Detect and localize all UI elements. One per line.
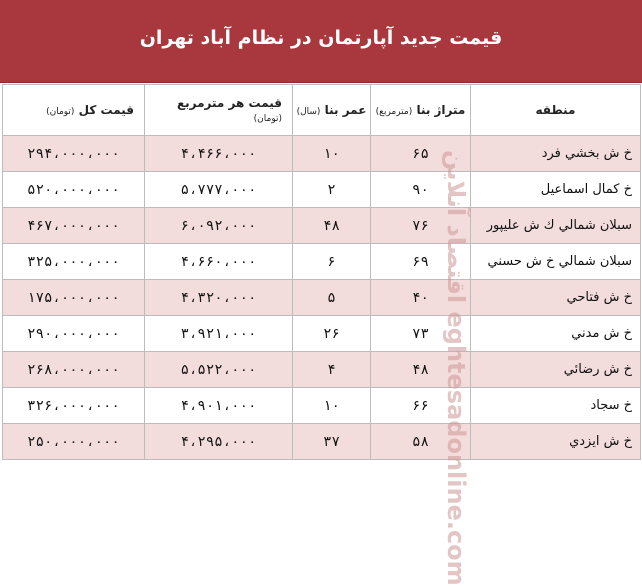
table-row — [3, 172, 641, 208]
cell-age: ۲ — [293, 172, 371, 208]
header-total-price: قیمت کل (تومان) — [3, 85, 145, 136]
cell-total-price: ۳۲۶،۰۰۰،۰۰۰ — [3, 388, 145, 424]
cell-total-price: ۲۵۰،۰۰۰،۰۰۰ — [3, 424, 145, 460]
page-title: قیمت جدید آپارتمان در نظام آباد تهران — [139, 27, 503, 49]
table-row — [3, 136, 641, 172]
cell-total-price: ۴۶۷،۰۰۰،۰۰۰ — [3, 208, 145, 244]
cell-total-price: ۳۲۵،۰۰۰،۰۰۰ — [3, 244, 145, 280]
cell-size: ۵۸ — [371, 424, 471, 460]
cell-price-per-m2: ۴،۹۰۱،۰۰۰ — [145, 388, 293, 424]
cell-age: ۶ — [293, 244, 371, 280]
cell-total-price: ۵۲۰،۰۰۰،۰۰۰ — [3, 172, 145, 208]
cell-area: خ ش مدني — [471, 316, 641, 352]
header-size-unit: (مترمربع) — [375, 107, 413, 117]
cell-age: ۱۰ — [293, 388, 371, 424]
cell-total-price: ۲۶۸،۰۰۰،۰۰۰ — [3, 352, 145, 388]
price-table — [2, 84, 641, 460]
cell-area: خ سجاد — [471, 388, 641, 424]
cell-price-per-m2: ۳،۹۲۱،۰۰۰ — [145, 316, 293, 352]
header-age-unit: (سال) — [296, 107, 321, 117]
cell-area: سبلان شمالي ك ش عليپور — [471, 208, 641, 244]
cell-price-per-m2: ۴،۴۶۶،۰۰۰ — [145, 136, 293, 172]
cell-age: ۵ — [293, 280, 371, 316]
cell-size: ۴۰ — [371, 280, 471, 316]
header-age: عمر بنا (سال) — [293, 85, 371, 136]
cell-price-per-m2: ۴،۶۶۰،۰۰۰ — [145, 244, 293, 280]
watermark-text: اقتصاد آنلاين eghtesadonline.com — [442, 150, 470, 586]
header-size: متراژ بنا (مترمربع) — [371, 85, 471, 136]
cell-size: ۹۰ — [371, 172, 471, 208]
cell-age: ۳۷ — [293, 424, 371, 460]
cell-size: ۴۸ — [371, 352, 471, 388]
cell-age: ۴۸ — [293, 208, 371, 244]
table-row — [3, 316, 641, 352]
table-row — [3, 388, 641, 424]
table-row — [3, 352, 641, 388]
cell-size: ۶۹ — [371, 244, 471, 280]
cell-price-per-m2: ۶،۰۹۲،۰۰۰ — [145, 208, 293, 244]
cell-age: ۱۰ — [293, 136, 371, 172]
cell-area: خ ش رضائي — [471, 352, 641, 388]
title-banner — [0, 0, 642, 83]
table-row — [3, 208, 641, 244]
cell-area: سبلان شمالي خ ش حسني — [471, 244, 641, 280]
header-total-price-unit: (تومان) — [46, 107, 75, 117]
cell-age: ۲۶ — [293, 316, 371, 352]
header-price-per-m2: قیمت هر مترمربع (تومان) — [145, 85, 293, 136]
header-price-per-m2-unit: (تومان) — [253, 114, 282, 124]
cell-age: ۴ — [293, 352, 371, 388]
header-area: منطقه — [471, 85, 641, 136]
cell-area: خ كمال اسماعيل — [471, 172, 641, 208]
cell-price-per-m2: ۵،۵۲۲،۰۰۰ — [145, 352, 293, 388]
table-row — [3, 280, 641, 316]
table-row — [3, 244, 641, 280]
cell-size: ۶۵ — [371, 136, 471, 172]
cell-size: ۷۳ — [371, 316, 471, 352]
cell-area: خ ش بخشي فرد — [471, 136, 641, 172]
cell-price-per-m2: ۴،۲۹۵،۰۰۰ — [145, 424, 293, 460]
cell-size: ۷۶ — [371, 208, 471, 244]
table-header-row — [3, 85, 641, 136]
cell-total-price: ۱۷۵،۰۰۰،۰۰۰ — [3, 280, 145, 316]
cell-total-price: ۲۹۴،۰۰۰،۰۰۰ — [3, 136, 145, 172]
cell-price-per-m2: ۴،۳۲۰،۰۰۰ — [145, 280, 293, 316]
cell-area: خ ش فتاحي — [471, 280, 641, 316]
table-row — [3, 424, 641, 460]
cell-area: خ ش ايزدي — [471, 424, 641, 460]
cell-size: ۶۶ — [371, 388, 471, 424]
cell-price-per-m2: ۵،۷۷۷،۰۰۰ — [145, 172, 293, 208]
cell-total-price: ۲۹۰،۰۰۰،۰۰۰ — [3, 316, 145, 352]
